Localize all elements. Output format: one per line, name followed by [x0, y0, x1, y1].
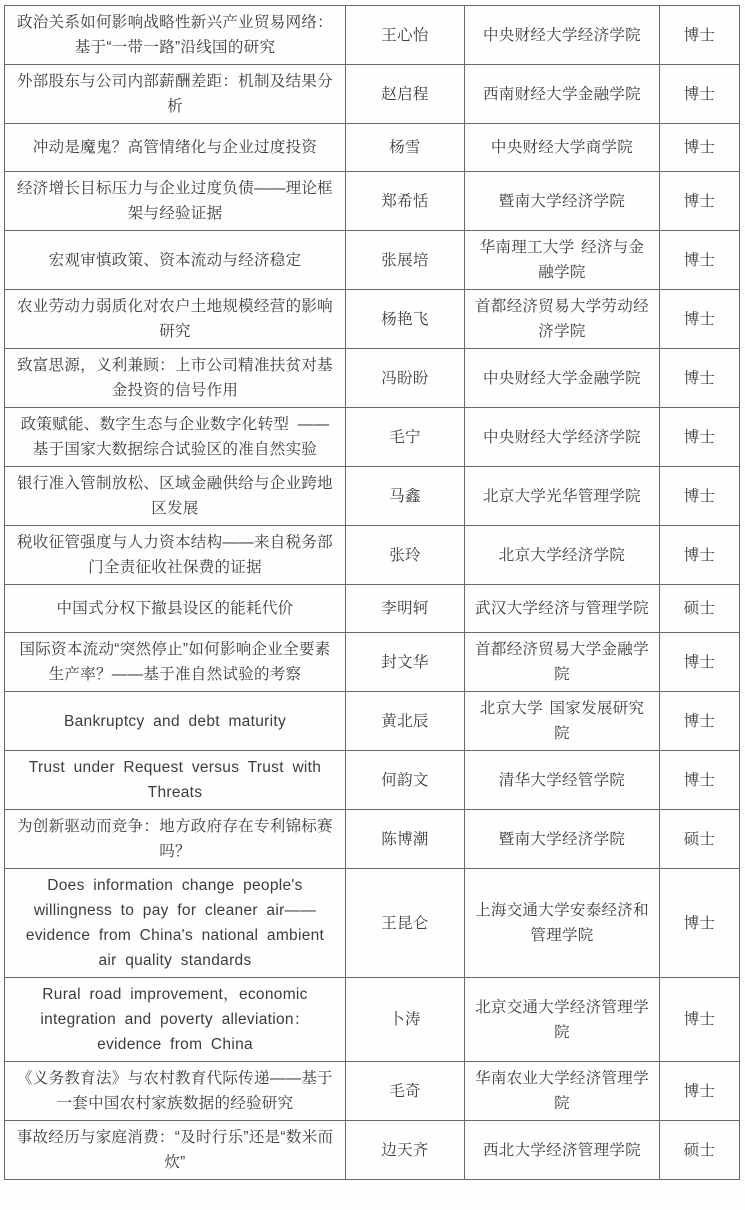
degree-cell: 博士: [660, 408, 740, 467]
table-row: [5, 172, 740, 231]
degree-cell: 博士: [660, 869, 740, 978]
table-row: [5, 751, 740, 810]
institution-cell: 西北大学经济管理学院: [465, 1121, 660, 1180]
paper-title-cell: 中国式分权下撤县设区的能耗代价: [5, 585, 346, 633]
author-name-cell: 毛奇: [346, 1062, 465, 1121]
table-row: [5, 467, 740, 526]
paper-title-cell: Bankruptcy and debt maturity: [5, 692, 346, 751]
papers-table-body: [5, 6, 740, 1180]
table-row: [5, 231, 740, 290]
author-name-cell: 陈博潮: [346, 810, 465, 869]
institution-cell: 首都经济贸易大学劳动经济学院: [465, 290, 660, 349]
papers-table: [4, 5, 740, 1180]
institution-cell: 北京大学光华管理学院: [465, 467, 660, 526]
institution-cell: 上海交通大学安泰经济和管理学院: [465, 869, 660, 978]
institution-cell: 暨南大学经济学院: [465, 810, 660, 869]
author-name-cell: 边天齐: [346, 1121, 465, 1180]
paper-title-cell: 《义务教育法》与农村教育代际传递——基于一套中国农村家族数据的经验研究: [5, 1062, 346, 1121]
degree-cell: 博士: [660, 172, 740, 231]
author-name-cell: 王昆仑: [346, 869, 465, 978]
table-row: [5, 349, 740, 408]
author-name-cell: 黄北辰: [346, 692, 465, 751]
degree-cell: 博士: [660, 633, 740, 692]
table-row: [5, 585, 740, 633]
degree-cell: 博士: [660, 467, 740, 526]
author-name-cell: 张玲: [346, 526, 465, 585]
table-row: [5, 692, 740, 751]
author-name-cell: 毛宁: [346, 408, 465, 467]
degree-cell: 博士: [660, 692, 740, 751]
degree-cell: 博士: [660, 1062, 740, 1121]
degree-cell: 博士: [660, 290, 740, 349]
paper-title-cell: 国际资本流动“突然停止”如何影响企业全要素生产率？——基于准自然试验的考察: [5, 633, 346, 692]
table-row: [5, 1062, 740, 1121]
paper-title-cell: 致富思源，义利兼顾：上市公司精准扶贫对基金投资的信号作用: [5, 349, 346, 408]
table-row: [5, 810, 740, 869]
author-name-cell: 张展培: [346, 231, 465, 290]
paper-title-cell: 税收征管强度与人力资本结构——来自税务部门全责征收社保费的证据: [5, 526, 346, 585]
paper-title-cell: 经济增长目标压力与企业过度负债——理论框架与经验证据: [5, 172, 346, 231]
institution-cell: 北京交通大学经济管理学院: [465, 978, 660, 1062]
paper-title-cell: Does information change people's willingness to pay for cleaner air——evidence from China's national ambient air quality standards: [5, 869, 346, 978]
degree-cell: 硕士: [660, 585, 740, 633]
degree-cell: 博士: [660, 65, 740, 124]
table-row: [5, 6, 740, 65]
author-name-cell: 赵启程: [346, 65, 465, 124]
table-row: [5, 1121, 740, 1180]
author-name-cell: 封文华: [346, 633, 465, 692]
paper-title-cell: Trust under Request versus Trust with Threats: [5, 751, 346, 810]
paper-title-cell: 政治关系如何影响战略性新兴产业贸易网络：基于“一带一路”沿线国的研究: [5, 6, 346, 65]
degree-cell: 博士: [660, 526, 740, 585]
author-name-cell: 马鑫: [346, 467, 465, 526]
paper-title-cell: Rural road improvement，economic integration and poverty alleviation：evidence from China: [5, 978, 346, 1062]
institution-cell: 华南理工大学 经济与金融学院: [465, 231, 660, 290]
author-name-cell: 卜涛: [346, 978, 465, 1062]
degree-cell: 博士: [660, 124, 740, 172]
author-name-cell: 杨艳飞: [346, 290, 465, 349]
institution-cell: 华南农业大学经济管理学院: [465, 1062, 660, 1121]
table-row: [5, 408, 740, 467]
author-name-cell: 杨雪: [346, 124, 465, 172]
institution-cell: 武汉大学经济与管理学院: [465, 585, 660, 633]
paper-title-cell: 银行准入管制放松、区域金融供给与企业跨地区发展: [5, 467, 346, 526]
paper-title-cell: 为创新驱动而竞争：地方政府存在专利锦标赛吗？: [5, 810, 346, 869]
degree-cell: 博士: [660, 6, 740, 65]
institution-cell: 西南财经大学金融学院: [465, 65, 660, 124]
table-row: [5, 869, 740, 978]
paper-title-cell: 政策赋能、数字生态与企业数字化转型 ——基于国家大数据综合试验区的准自然实验: [5, 408, 346, 467]
table-row: [5, 65, 740, 124]
paper-title-cell: 外部股东与公司内部薪酬差距：机制及结果分析: [5, 65, 346, 124]
table-row: [5, 526, 740, 585]
table-row: [5, 978, 740, 1062]
degree-cell: 博士: [660, 231, 740, 290]
degree-cell: 硕士: [660, 1121, 740, 1180]
institution-cell: 首都经济贸易大学金融学院: [465, 633, 660, 692]
institution-cell: 北京大学 国家发展研究院: [465, 692, 660, 751]
table-row: [5, 633, 740, 692]
table-row: [5, 124, 740, 172]
table-row: [5, 290, 740, 349]
institution-cell: 中央财经大学经济学院: [465, 6, 660, 65]
author-name-cell: 何韵文: [346, 751, 465, 810]
institution-cell: 清华大学经管学院: [465, 751, 660, 810]
degree-cell: 博士: [660, 751, 740, 810]
author-name-cell: 王心怡: [346, 6, 465, 65]
institution-cell: 北京大学经济学院: [465, 526, 660, 585]
author-name-cell: 李明轲: [346, 585, 465, 633]
institution-cell: 中央财经大学经济学院: [465, 408, 660, 467]
author-name-cell: 郑希恬: [346, 172, 465, 231]
degree-cell: 博士: [660, 978, 740, 1062]
paper-title-cell: 事故经历与家庭消费：“及时行乐”还是“数米而炊”: [5, 1121, 346, 1180]
paper-title-cell: 冲动是魔鬼？高管情绪化与企业过度投资: [5, 124, 346, 172]
institution-cell: 中央财经大学商学院: [465, 124, 660, 172]
degree-cell: 博士: [660, 349, 740, 408]
paper-title-cell: 宏观审慎政策、资本流动与经济稳定: [5, 231, 346, 290]
degree-cell: 硕士: [660, 810, 740, 869]
author-name-cell: 冯盼盼: [346, 349, 465, 408]
institution-cell: 暨南大学经济学院: [465, 172, 660, 231]
paper-title-cell: 农业劳动力弱质化对农户土地规模经营的影响研究: [5, 290, 346, 349]
institution-cell: 中央财经大学金融学院: [465, 349, 660, 408]
